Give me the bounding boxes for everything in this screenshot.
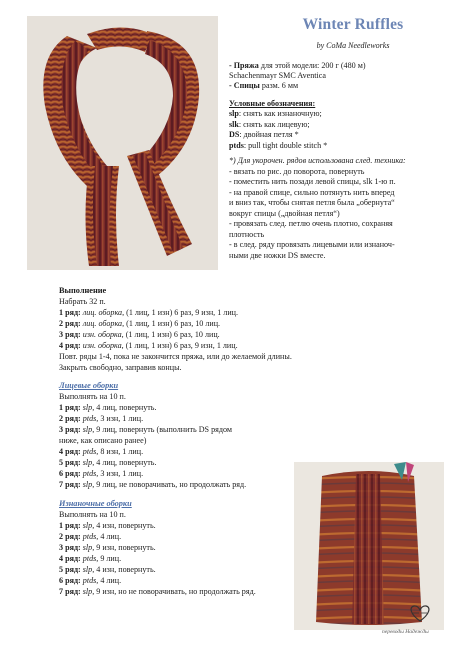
note-line: и вниз так, чтобы снятая петля была „обернута“	[229, 198, 395, 207]
note-line: ными две ножки DS вместе.	[229, 250, 326, 260]
execution-heading: Выполнение	[59, 286, 107, 295]
pattern-author: by CoMa Needleworks	[316, 41, 390, 50]
execution-row: 3 ряд: изн. оборка, (1 лиц, 1 изн) 6 раз, 10 лиц.	[59, 330, 220, 339]
legend-item-ds: DS: двойная петля *	[229, 130, 299, 139]
knit-ruffle-row: 2 ряд: ptds, 3 изн, 1 лиц.	[59, 414, 144, 423]
execution-row: 4 ряд: изн. оборка, (1 лиц, 1 изн) 6 раз, 9 изн, 1 лиц.	[59, 341, 238, 350]
note-line: - на правой спице, сильно потянуть нить вперед	[229, 187, 395, 197]
note-line: плотность	[229, 229, 265, 239]
pattern-title: Winter Ruffles	[302, 16, 404, 33]
note-line: - вязать по рис. до поворота, повернуть	[229, 166, 365, 176]
legend-item-slp: slp: снять как изнаночную;	[229, 109, 322, 118]
note-line: - провязать след. петлю очень плотно, сохраняя	[229, 219, 393, 228]
knit-ruffle-row: 6 ряд: ptds, 3 изн, 1 лиц.	[59, 469, 144, 478]
purl-ruffle-row: 6 ряд: ptds, 4 лиц.	[59, 576, 122, 585]
knit-ruffle-row: 4 ряд: ptds, 8 изн, 1 лиц.	[59, 447, 144, 456]
knit-ruffle-intro: Выполнять на 10 п.	[59, 392, 126, 401]
knit-ruffle-row: ниже, как описано ранее)	[59, 436, 147, 445]
legend-item-ptds: ptds: pull tight double stitch *	[229, 140, 328, 150]
purl-ruffle-row: 1 ряд: slp, 4 изн, повернуть.	[59, 521, 156, 530]
yarn-brand: Schachenmayr SMC Aventica	[229, 71, 326, 80]
needles-line: - Спицы разм. 6 мм	[229, 81, 299, 90]
yarn-line: - Пряжа для этой модели: 200 г (480 м)	[229, 61, 366, 70]
note-line: вокруг спицы („двойная петля“)	[229, 208, 340, 218]
purl-ruffle-row: 4 ряд: ptds, 9 лиц.	[59, 554, 122, 563]
knit-ruffle-row: 1 ряд: slp, 4 лиц, повернуть.	[59, 403, 157, 412]
knit-ruffle-row: 7 ряд: slp, 9 лиц, не поворачивать, но продолжать ряд.	[59, 480, 247, 489]
purl-ruffle-heading: Изнаночные оборки	[59, 499, 132, 508]
knit-ruffle-row: 3 ряд: slp, 9 лиц, повернуть (выполнить DS рядом	[59, 425, 232, 434]
cast-on-line: Набрать 32 п.	[59, 297, 106, 306]
note-line: - поместить нить позади левой спицы, slk 1-ю п.	[229, 177, 396, 186]
translator-watermark: переводы Надежды	[382, 629, 429, 635]
purl-ruffle-intro: Выполнять на 10 п.	[59, 510, 126, 519]
purl-ruffle-row: 5 ряд: slp, 4 изн, повернуть.	[59, 565, 156, 574]
knit-ruffle-heading: Лицевые оборки	[59, 381, 119, 390]
bind-off-line: Закрыть свободно, заправив концы.	[59, 363, 182, 372]
legend-heading: Условные обозначения:	[229, 99, 316, 108]
purl-ruffle-row: 2 ряд: ptds, 4 лиц.	[59, 532, 122, 541]
scarf-photo	[27, 16, 218, 270]
repeat-line: Повт. ряды 1-4, пока не закончится пряжа, или до желаемой длины.	[59, 352, 292, 361]
execution-row: 1 ряд: лиц. оборка, (1 лиц, 1 изн) 6 раз, 9 изн, 1 лиц.	[59, 308, 239, 317]
purl-ruffle-row: 3 ряд: slp, 9 изн, повернуть.	[59, 543, 156, 552]
note-intro: *) Для укорочен. рядов использована след. техника:	[229, 156, 406, 165]
execution-row: 2 ряд: лиц. оборка, (1 лиц, 1 изн) 6 раз, 10 лиц.	[59, 319, 221, 328]
note-line: - в след. ряду провязать лицевыми или изнаноч-	[229, 240, 395, 249]
purl-ruffle-row: 7 ряд: slp, 9 изн, но не поворачивать, но продолжать ряд.	[59, 587, 256, 596]
knit-ruffle-row: 5 ряд: slp, 4 лиц, повернуть.	[59, 458, 157, 467]
heart-logo-icon	[405, 603, 435, 623]
legend-item-slk: slk: снять как лицевую;	[229, 119, 310, 129]
